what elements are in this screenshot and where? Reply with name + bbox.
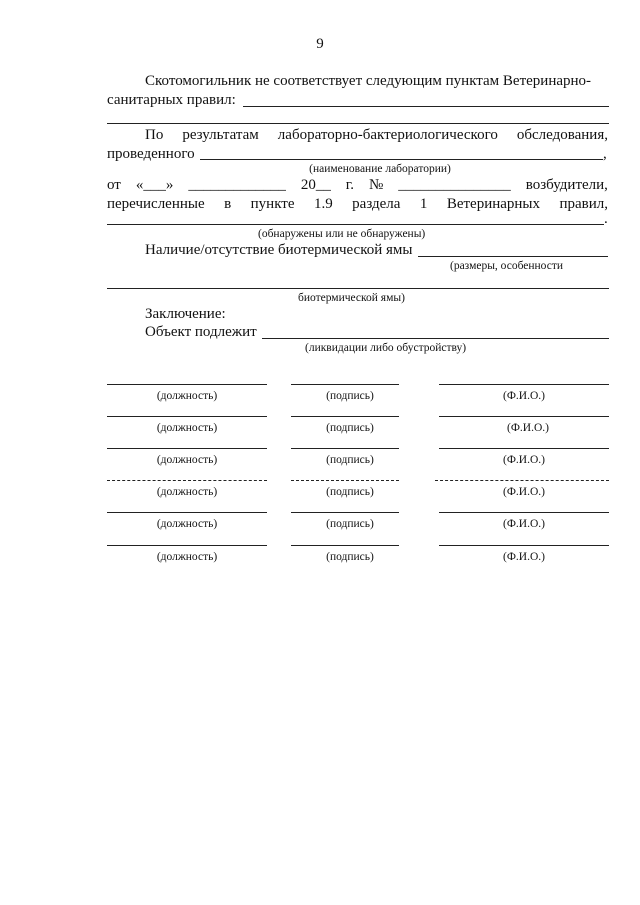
word: обследования, [516,127,608,143]
document-number-field[interactable]: _______________ [398,177,511,193]
name-caption: (Ф.И.О.) [503,551,545,563]
name-field[interactable] [435,480,609,481]
noncompliance-text: Скотомогильник не соответствует следующим пунктам Ветеринарно- [145,73,592,89]
position-field[interactable] [107,480,267,481]
signature-field[interactable] [291,545,399,546]
position-field[interactable] [107,545,267,546]
position-field[interactable] [107,416,267,417]
name-field[interactable] [439,448,609,449]
rules-line [107,195,608,213]
position-caption: (должность) [156,518,218,530]
word: По [145,127,164,143]
signature-field[interactable] [291,512,399,513]
day-field[interactable]: «___» [135,177,174,193]
sanitary-rules-label: санитарных правил: [107,92,236,108]
pit-caption-1: (размеры, особенности [450,260,563,272]
word: от [107,177,121,193]
name-caption: (Ф.И.О.) [503,390,545,402]
signature-field[interactable] [291,448,399,449]
pathogens-field[interactable] [107,224,604,225]
found-caption: (обнаружены или не обнаружены) [258,228,426,240]
conducted-label: проведенного [107,146,195,162]
word: Ветеринарных [446,196,541,212]
lab-name-caption: (наименование лаборатории) [309,163,451,175]
signature-caption: (подпись) [326,422,374,434]
position-caption: (должность) [156,454,218,466]
name-caption: (Ф.И.О.) [503,518,545,530]
subject-caption: (ликвидации либо обустройству) [305,342,467,354]
word: 1.9 [313,196,333,212]
word: 1 [419,196,428,212]
signature-caption: (подпись) [326,518,374,530]
position-field[interactable] [107,512,267,513]
comma: , [603,146,607,162]
signature-caption: (подпись) [326,390,374,402]
subject-label: Объект подлежит [145,324,257,340]
signature-field[interactable] [291,384,399,385]
name-caption: (Ф.И.О.) [503,486,545,498]
lab-name-field[interactable] [200,159,603,160]
conclusion-label: Заключение: [145,306,226,322]
name-caption: (Ф.И.О.) [507,422,549,434]
word: правил, [559,196,608,212]
position-field[interactable] [107,384,267,385]
word: в [224,196,232,212]
word: возбудители, [525,177,608,193]
pit-caption-2: биотермической ямы) [298,292,405,304]
word: перечисленные [107,196,205,212]
year-field[interactable]: 20__ [300,177,331,193]
signature-caption: (подпись) [326,454,374,466]
word: пункте [250,196,295,212]
period: . [604,211,608,227]
position-caption: (должность) [156,390,218,402]
noncompliance-field-line-1[interactable] [243,106,609,107]
date-number-line [107,176,608,194]
bio-pit-field-line-2[interactable] [107,288,609,289]
name-field[interactable] [439,384,609,385]
page-number: 9 [316,36,324,52]
signature-caption: (подпись) [326,486,374,498]
noncompliance-field-line-2[interactable] [107,123,609,124]
position-caption: (должность) [156,486,218,498]
signature-field[interactable] [291,416,399,417]
name-caption: (Ф.И.О.) [503,454,545,466]
signature-caption: (подпись) [326,551,374,563]
word: результатам [182,127,259,143]
word: № [369,177,384,193]
signature-field[interactable] [291,480,399,481]
position-caption: (должность) [156,551,218,563]
position-field[interactable] [107,448,267,449]
word: г. [345,177,355,193]
name-field[interactable] [439,512,609,513]
word: раздела [352,196,401,212]
subject-field[interactable] [262,338,609,339]
name-field[interactable] [439,416,609,417]
word: лабораторно-бактериологического [277,127,498,143]
name-field[interactable] [439,545,609,546]
bio-pit-field-line-1[interactable] [418,256,608,257]
lab-results-line-1 [107,126,608,144]
bio-pit-label: Наличие/отсутствие биотермической ямы [145,242,413,258]
position-caption: (должность) [156,422,218,434]
month-field[interactable]: _____________ [188,177,286,193]
